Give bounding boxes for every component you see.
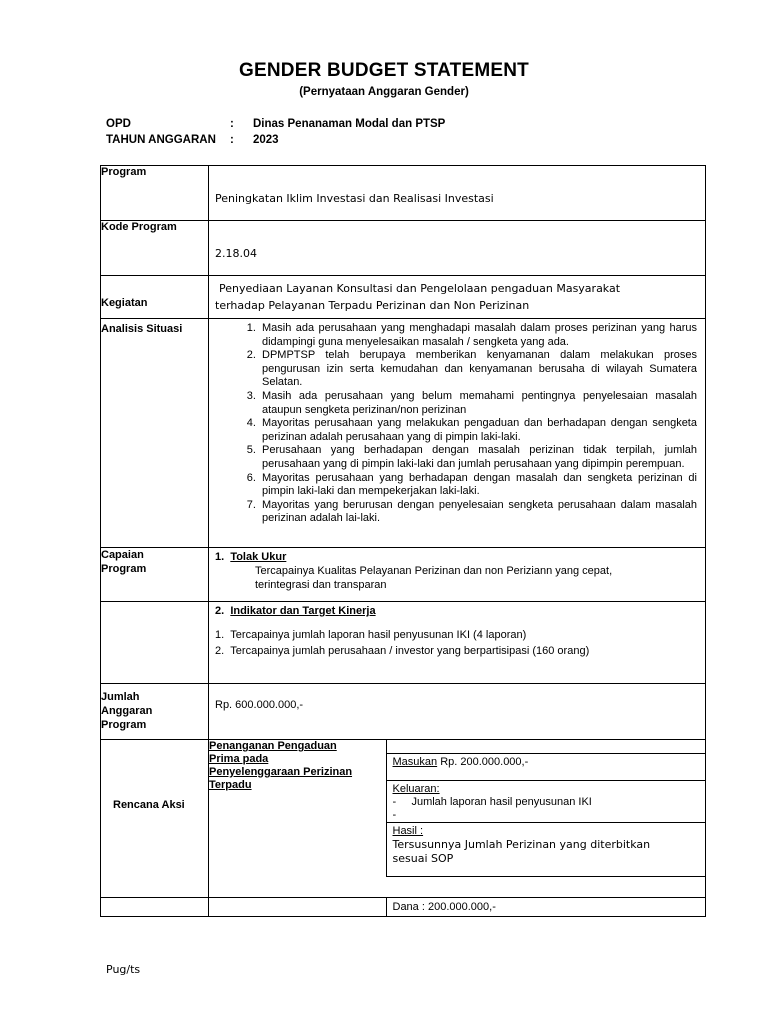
row-kegiatan <box>101 276 706 319</box>
analisis-item: 4. Mayoritas perusahaan yang melakukan pengaduan dan berhadapan dengan sengketa perizinan adalah perusahaan yang di pimpin laki-laki. <box>259 417 697 444</box>
capaian-label-line1: Capaian <box>101 549 144 561</box>
tahun-value: 2023 <box>253 134 279 146</box>
indikator-item: 1. Tercapainya jumlah laporan hasil penyusunan IKI (4 laporan) <box>215 629 527 641</box>
meta-opd-row <box>106 118 445 130</box>
analisis-label: Analisis Situasi <box>101 319 209 548</box>
analisis-item: 1. Masih ada perusahaan yang menghadapi masalah dalam proses perizinan yang harus didampingi guna menyelesaikan masalah / sengketa yang ada. <box>259 322 697 349</box>
program-value-cell <box>209 166 706 221</box>
indikator-item: 2. Tercapainya jumlah perusahaan / investor yang berpartisipasi (160 orang) <box>215 645 590 657</box>
tolak-ukur-line1: Tercapainya Kualitas Pelayanan Perizinan dan non Periziann yang cepat, <box>255 565 613 577</box>
analisis-cell <box>209 319 706 548</box>
kegiatan-line1: Penyediaan Layanan Konsultasi dan Pengelolaan pengaduan Masyarakat <box>219 282 621 295</box>
tolak-ukur-title: Tolak Ukur <box>230 551 287 563</box>
jumlah-value-cell <box>209 684 706 740</box>
rencana-masukan: Masukan Rp. 200.000.000,- <box>386 753 706 780</box>
document-title: GENDER BUDGET STATEMENT <box>239 60 529 81</box>
tahun-colon: : <box>230 134 234 146</box>
capaian-cell <box>209 548 706 602</box>
row-kode-program <box>101 221 706 276</box>
rencana-left-text: Penanganan Pengaduan Prima pada Penyelenggaraan Perizinan Terpadu <box>209 740 353 791</box>
capaian-label-line2: Program <box>101 563 147 575</box>
tahun-label: TAHUN ANGGARAN <box>106 134 216 146</box>
tolak-ukur-num: 1. <box>215 551 225 563</box>
analisis-item: 5. Perusahaan yang berhadapan dengan masalah perizinan tidak terpilah, jumlah perusahaan yang di pimpin laki-laki dan jumlah perusahaan yang dipimpin perempuan. <box>259 444 697 471</box>
kegiatan-line2: terhadap Pelayanan Terpadu Perizinan dan Non Perizinan <box>215 299 530 312</box>
program-value: Peningkatan Iklim Investasi dan Realisasi Investasi <box>215 192 494 205</box>
indikator-num: 2. <box>215 605 225 617</box>
footer-initials: Pug/ts <box>106 963 141 976</box>
rencana-label: Rencana Aksi <box>101 740 209 898</box>
kode-program-value: 2.18.04 <box>215 247 257 260</box>
rencana-cell <box>209 740 706 898</box>
program-label: Program <box>101 166 209 221</box>
opd-colon: : <box>230 118 234 130</box>
gbs-table <box>100 165 706 917</box>
meta-tahun-row <box>106 134 279 146</box>
row-program <box>101 166 706 221</box>
rencana-box-blank <box>386 740 706 753</box>
analisis-item: 7. Mayoritas yang berurusan dengan penyelesaian sengketa perusahaan dalam masalah perizinan adalah lai-laki. <box>259 499 697 526</box>
indikator-heading <box>215 604 699 618</box>
rencana-hasil: Hasil : Tersusunnya Jumlah Perizinan yang diterbitkan sesuai SOP <box>386 822 706 876</box>
opd-label: OPD <box>106 118 131 130</box>
tolak-ukur-line2: terintegrasi dan transparan <box>255 579 387 591</box>
opd-value: Dinas Penanaman Modal dan PTSP <box>253 118 446 130</box>
jumlah-value: Rp. 600.000.000,- <box>215 699 304 711</box>
jumlah-label-line2: Anggaran <box>101 705 153 717</box>
analisis-item: 6. Mayoritas perusahaan yang berhadapan dengan masalah dan sengketa perizinan di pimpin laki-laki dan mempekerjakan laki-laki. <box>259 472 697 499</box>
row-dana <box>101 898 706 917</box>
capaian-label-cell <box>101 548 209 602</box>
kegiatan-value-cell <box>209 276 706 319</box>
indikator-cell <box>209 602 706 684</box>
document-subtitle: (Pernyataan Anggaran Gender) <box>299 86 469 98</box>
row-capaian-program <box>101 548 706 602</box>
dana-cell <box>209 898 706 917</box>
dana-label-cell <box>101 898 209 917</box>
jumlah-label-line1: Jumlah <box>101 691 140 703</box>
row-analisis-situasi <box>101 319 706 548</box>
row-rencana-aksi <box>101 740 706 898</box>
kode-program-value-cell <box>209 221 706 276</box>
analisis-list <box>209 322 697 526</box>
rencana-inner-table <box>209 740 706 877</box>
jumlah-label-line3: Program <box>101 719 147 731</box>
analisis-item: 2. DPMPTSP telah berupaya memberikan kenyamanan dalam melakukan proses pengurusan izin serta kemudahan dan kenyamanan berusaha di wilayah Sumatera Selatan. <box>259 349 697 390</box>
indikator-title: Indikator dan Target Kinerja <box>230 605 376 617</box>
indikator-label-cell <box>101 602 209 684</box>
kode-program-label: Kode Program <box>101 221 209 276</box>
tolak-ukur-heading <box>215 550 699 564</box>
dana-value: Dana : 200.000.000,- <box>386 898 706 916</box>
row-indikator <box>101 602 706 684</box>
kegiatan-label: Kegiatan <box>101 276 209 319</box>
row-jumlah-anggaran <box>101 684 706 740</box>
rencana-keluaran: Keluaran: - Jumlah laporan hasil penyusunan IKI - <box>386 780 706 822</box>
jumlah-label-cell <box>101 684 209 740</box>
analisis-item: 3. Masih ada perusahaan yang belum memahami pentingnya penyelesaian masalah ataupun sengketa perizinan/non perizinan <box>259 390 697 417</box>
